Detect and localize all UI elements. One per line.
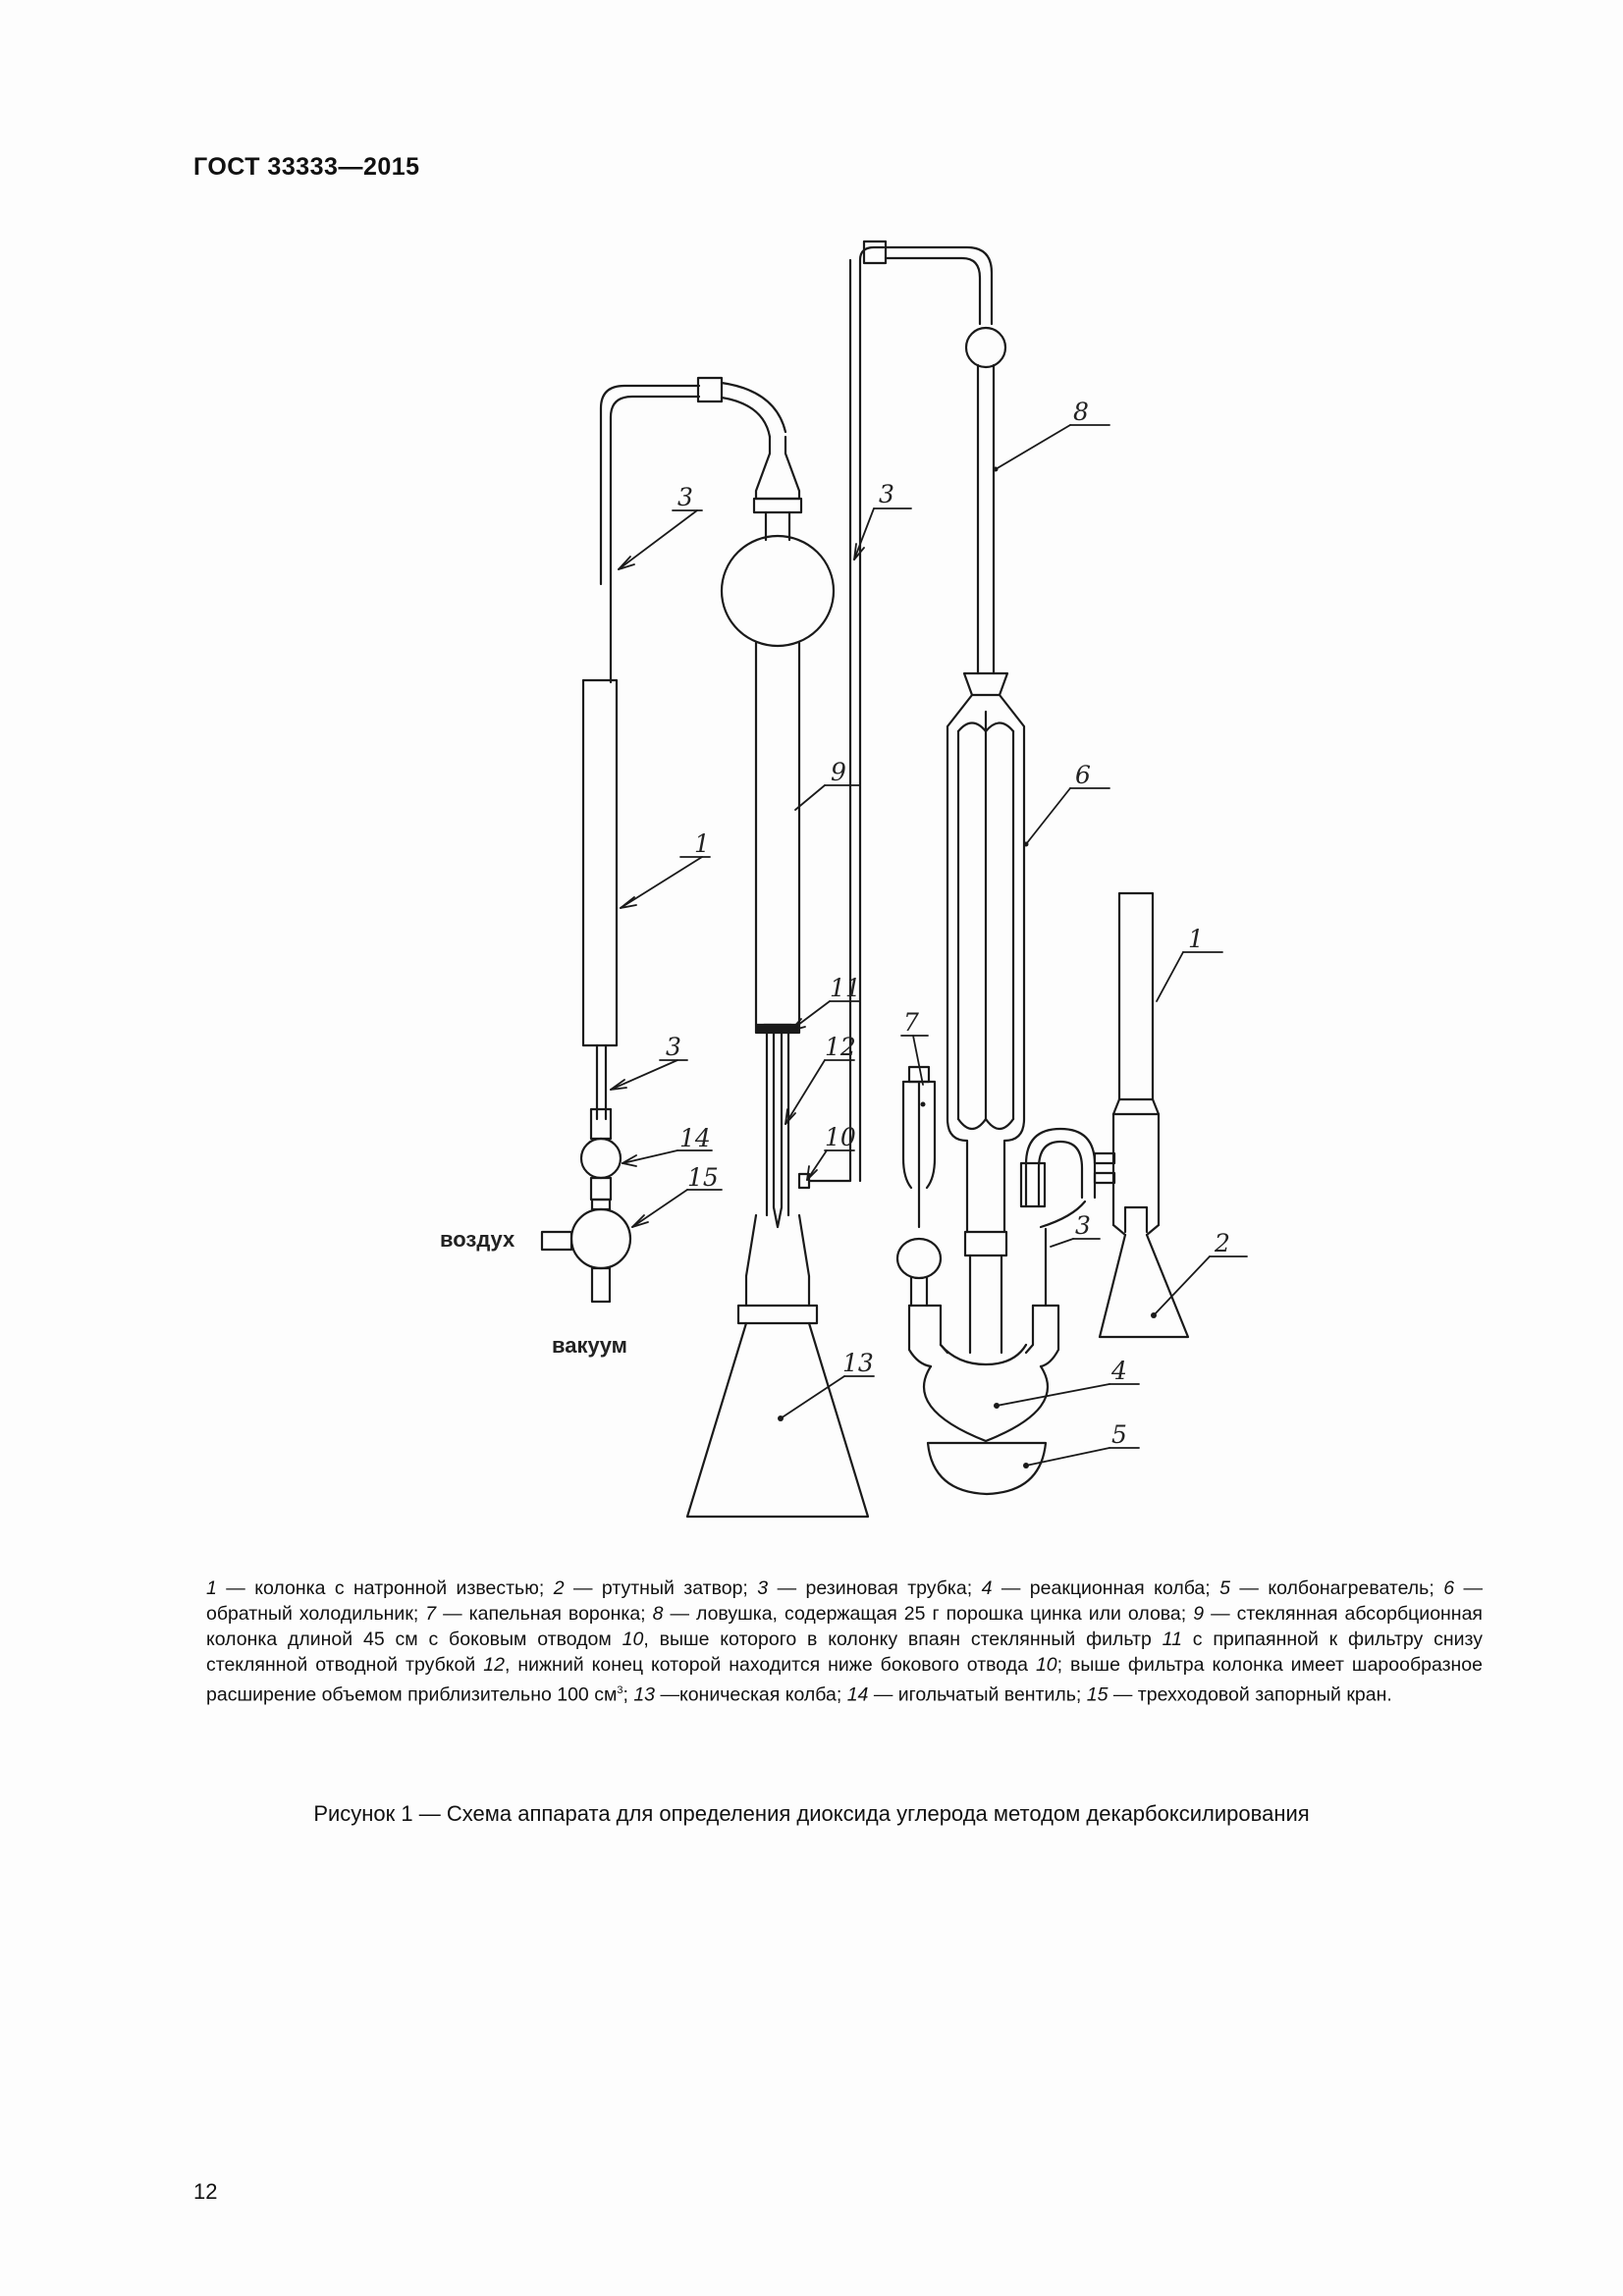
trap-8 [864, 241, 1007, 695]
document-header: ГОСТ 33333—2015 [193, 153, 420, 181]
legend-num: 15 [1086, 1683, 1109, 1706]
three-way-stopcock-15 [542, 1200, 630, 1302]
callout-9: 9 [831, 758, 846, 786]
leader-lines [611, 425, 1247, 1466]
leader-dots [778, 467, 1157, 1469]
conical-flask-13 [687, 1323, 868, 1517]
flask-heater-5 [928, 1443, 1046, 1494]
callout-11: 11 [830, 974, 861, 1002]
soda-lime-column-left [583, 680, 617, 1045]
legend-num: 1 [206, 1577, 217, 1599]
mercury-seal-2 [1100, 893, 1188, 1337]
legend-num: 10 [1035, 1654, 1057, 1676]
callout-3-middle: 3 [879, 480, 894, 508]
legend-text: — капельная воронка; [436, 1603, 653, 1625]
legend-num: 4 [981, 1577, 993, 1599]
legend-text: ; [622, 1683, 628, 1706]
right-connector-tubing [1021, 1129, 1114, 1306]
legend-num: 6 [1443, 1577, 1455, 1599]
legend-num: 13 [633, 1683, 656, 1706]
air-label: воздух [440, 1227, 515, 1252]
callout-15: 15 [687, 1163, 719, 1192]
legend-text: — трехходовой запорный кран. [1108, 1683, 1392, 1706]
legend-num: 3 [757, 1577, 769, 1599]
legend-num: 2 [553, 1577, 565, 1599]
callout-8: 8 [1073, 398, 1089, 426]
callout-12: 12 [825, 1033, 856, 1061]
callout-3-top-left: 3 [677, 483, 693, 511]
vacuum-label: вакуум [552, 1333, 627, 1358]
legend-num: 11 [1162, 1629, 1182, 1650]
legend-text: —коническая колба; [655, 1683, 847, 1706]
legend-text: , выше которого в колонку впаян стеклянный фильтр [643, 1629, 1163, 1650]
figure-legend [206, 1575, 1483, 1708]
legend-text: — стеклянная абсорбционная колонка длиной 45 см с боковым отводом [206, 1603, 1483, 1650]
legend-num: 8 [652, 1603, 664, 1625]
legend-text: — колонка с натронной известью; [216, 1577, 554, 1599]
legend-text: с припаянной к фильтру снизу стеклянной отводной трубкой [206, 1629, 1484, 1676]
legend-text: ; выше фильтра колонка имеет шарообразное расширение объемом приблизительно 100 см [206, 1654, 1483, 1706]
legend-superscript: 3 [617, 1684, 623, 1696]
legend-text: — ловушка, содержащая 25 г порошка цинка или олова; [663, 1603, 1194, 1625]
legend-paragraph [206, 1575, 1483, 1708]
legend-text: — резиновая трубка; [768, 1577, 982, 1599]
reaction-flask-4 [909, 1306, 1058, 1441]
absorption-column-9 [722, 260, 850, 1323]
callout-4: 4 [1111, 1357, 1127, 1385]
legend-num: 9 [1193, 1603, 1205, 1625]
callout-3-bottom-left: 3 [666, 1033, 681, 1061]
legend-num: 7 [425, 1603, 437, 1625]
callout-7: 7 [903, 1008, 919, 1037]
callout-13: 13 [842, 1349, 874, 1377]
callout-10: 10 [825, 1123, 856, 1151]
legend-text: — обратный холодильник; [206, 1577, 1483, 1625]
legend-num: 12 [483, 1654, 505, 1676]
legend-num: 14 [846, 1683, 869, 1706]
legend-text: , нижний конец которой находится ниже бокового отвода [504, 1654, 1036, 1676]
page-number: 12 [193, 2179, 218, 2204]
left-lower-tubing [591, 1045, 611, 1139]
middle-tubing [860, 247, 884, 1181]
legend-text: — колбонагреватель; [1229, 1577, 1444, 1599]
callout-1-right: 1 [1188, 925, 1204, 953]
callout-5: 5 [1111, 1420, 1127, 1449]
callout-6: 6 [1075, 761, 1091, 789]
legend-num: 10 [622, 1629, 644, 1650]
legend-text: — ртутный затвор; [564, 1577, 758, 1599]
dropping-funnel-7 [897, 1067, 941, 1306]
callout-14: 14 [679, 1124, 711, 1152]
legend-num: 5 [1219, 1577, 1230, 1599]
callout-1-left: 1 [694, 829, 710, 858]
callout-3-right: 3 [1075, 1211, 1091, 1240]
needle-valve-14 [581, 1139, 621, 1200]
left-tubing [601, 378, 785, 682]
callout-2: 2 [1215, 1229, 1230, 1257]
legend-text: — игольчатый вентиль; [868, 1683, 1087, 1706]
figure-caption: Рисунок 1 — Схема аппарата для определения диоксида углерода методом декарбоксилирования [313, 1801, 1310, 1826]
legend-text: — реакционная колба; [992, 1577, 1220, 1599]
reflux-condenser-6 [947, 695, 1024, 1353]
